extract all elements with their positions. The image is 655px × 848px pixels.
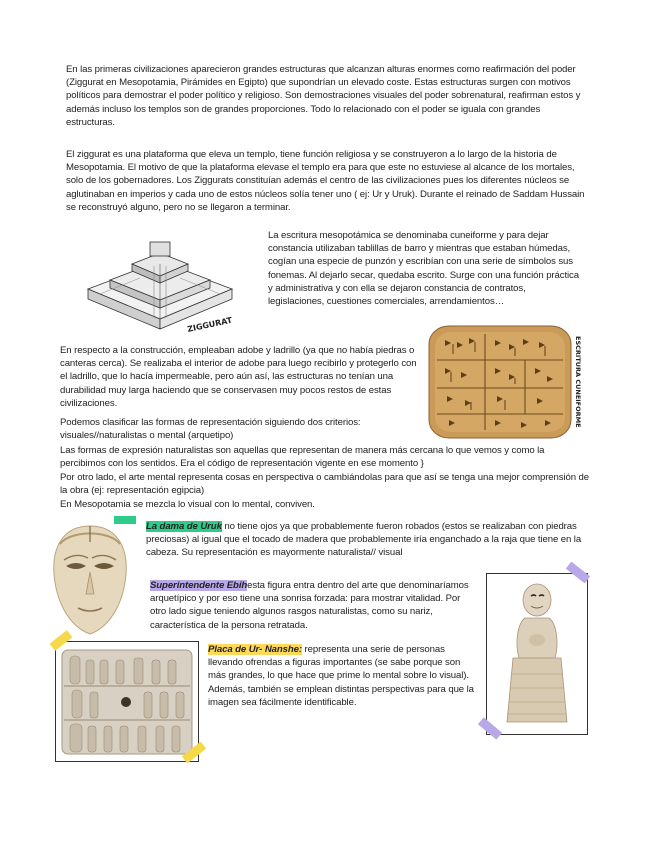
paragraph-mental: Por otro lado, el arte mental representa cosas en perspectiva o cambiándolas para que así se tenga una mejor comprensión de la obra (ej: representación egipcia)	[60, 472, 589, 497]
tape-green-dama	[114, 516, 136, 524]
section-placa	[208, 643, 476, 709]
dama-de-uruk-image	[46, 522, 134, 640]
dama-body: no tiene ojos ya que probablemente fueron robados (estos se realizaban con piedras preciosas) al igual que el tocado de madera que probablemente iría enganchado a la raja que tiene en la cabeza. Su representación es mayormente naturalista// visual	[146, 521, 582, 559]
dama-title: La dama de Uruk	[146, 521, 222, 532]
ebih-statue-image	[486, 573, 588, 735]
placa-title: Placa de Ur- Nanshe:	[208, 644, 302, 655]
ebih-body: esta figura entra dentro del arte que denominaríamos arquetípico y por eso tiene una sonrisa forzada: para mostrar vitalidad. Por otro lado sigue teniendo algunos rasgos naturalistas, como su nariz, característica de la persona retratada.	[150, 580, 469, 631]
ebih-title: Superintendente Ebih	[150, 580, 248, 591]
paragraph-construction: En respecto a la construcción, empleaban adobe y ladrillo (ya que no había piedras o canteras cerca). Se realizaba el interior de adobe para luego recibirlo y protegerlo con el ladrillo, que lo hacía impermeable, pero aún así, las estructuras no tenían una durabilidad muy larga haciendo que se conservasen muy pocos restos de estas civilizaciones.	[60, 345, 417, 409]
paragraph-ziggurat: El ziggurat es una plataforma que eleva un templo, tiene función religiosa y se construyeron a lo largo de la historia de Mesopotamia. El motivo de que la plataforma elevase el templo era para que este no estuviese al alcance de los mortales, solo de los gobernadores. Los Ziggurats constituían además el centro de las civilizaciones pues los diferentes núcleos se aglutinaban en imperios y cada uno de estos núcleos solía tener uno ( ej: Ur y Uruk). Durante el reinado de Saddam Hussain se reconstruyó alguno, pero no se llegaron a terminar.	[66, 149, 585, 213]
placa-body: representa una serie de personas llevando ofrendas a figuras importantes (se sabe porque son más grandes, lo que hace que prime lo mental sobre lo visual). Además, también se emplean distintas perspectivas para que la imagen sea fácilmente identificable.	[208, 644, 474, 708]
ziggurat-caption: ZIGGURAT	[186, 315, 234, 334]
ur-nanshe-plaque-image	[55, 641, 199, 762]
section-ebih	[150, 579, 474, 632]
tablet-caption: ESCRITURA CUNEIFORME	[574, 336, 582, 428]
paragraph-naturalist: Las formas de expresión naturalistas son aquellas que representan de manera más cercana lo que vemos y como la percibimos con los sentidos. Era el código de representación vigente en ese momento }	[60, 445, 545, 470]
paragraph-criteria: Podemos clasificar las formas de representación siguiendo dos criterios: visuales//naturalistas o mental (arquetipo)	[60, 417, 361, 442]
paragraph-cuneiform: La escritura mesopotámica se denominaba cuneiforme y para dejar constancia utilizaban tablillas de barro y mientras que estaban húmedas, cogían una especie de punzón y escribían con una serie de símbolos sus fonemas. Al dejarlo secar, quedaba escrito. Surge con una función práctica y administrativa y con ella se dejaron constancia de contratos, legislaciones, cuestiones comerciales, arrendamientos…	[268, 230, 579, 308]
section-dama	[146, 520, 588, 560]
paragraph-mix: En Mesopotamia se mezcla lo visual con lo mental, conviven.	[60, 499, 315, 510]
paragraph-intro: En las primeras civilizaciones aparecieron grandes estructuras que alcanzan alturas enormes como reafirmación del poder (Ziggurat en Mesopotamia, Pirámides en Egipto) que supondrían un elevado coste. Estas estructuras surgen con motivos políticos para demostrar el poder político y religioso. Son demostraciones visuales del poder sobrenatural, reafirman estos y además incluso los templos son de grandes proporciones. Todo lo relacionado con el poder se iguala con grandes estructuras.	[66, 64, 581, 128]
ziggurat-image	[80, 234, 242, 334]
cuneiform-tablet-image	[425, 322, 590, 444]
